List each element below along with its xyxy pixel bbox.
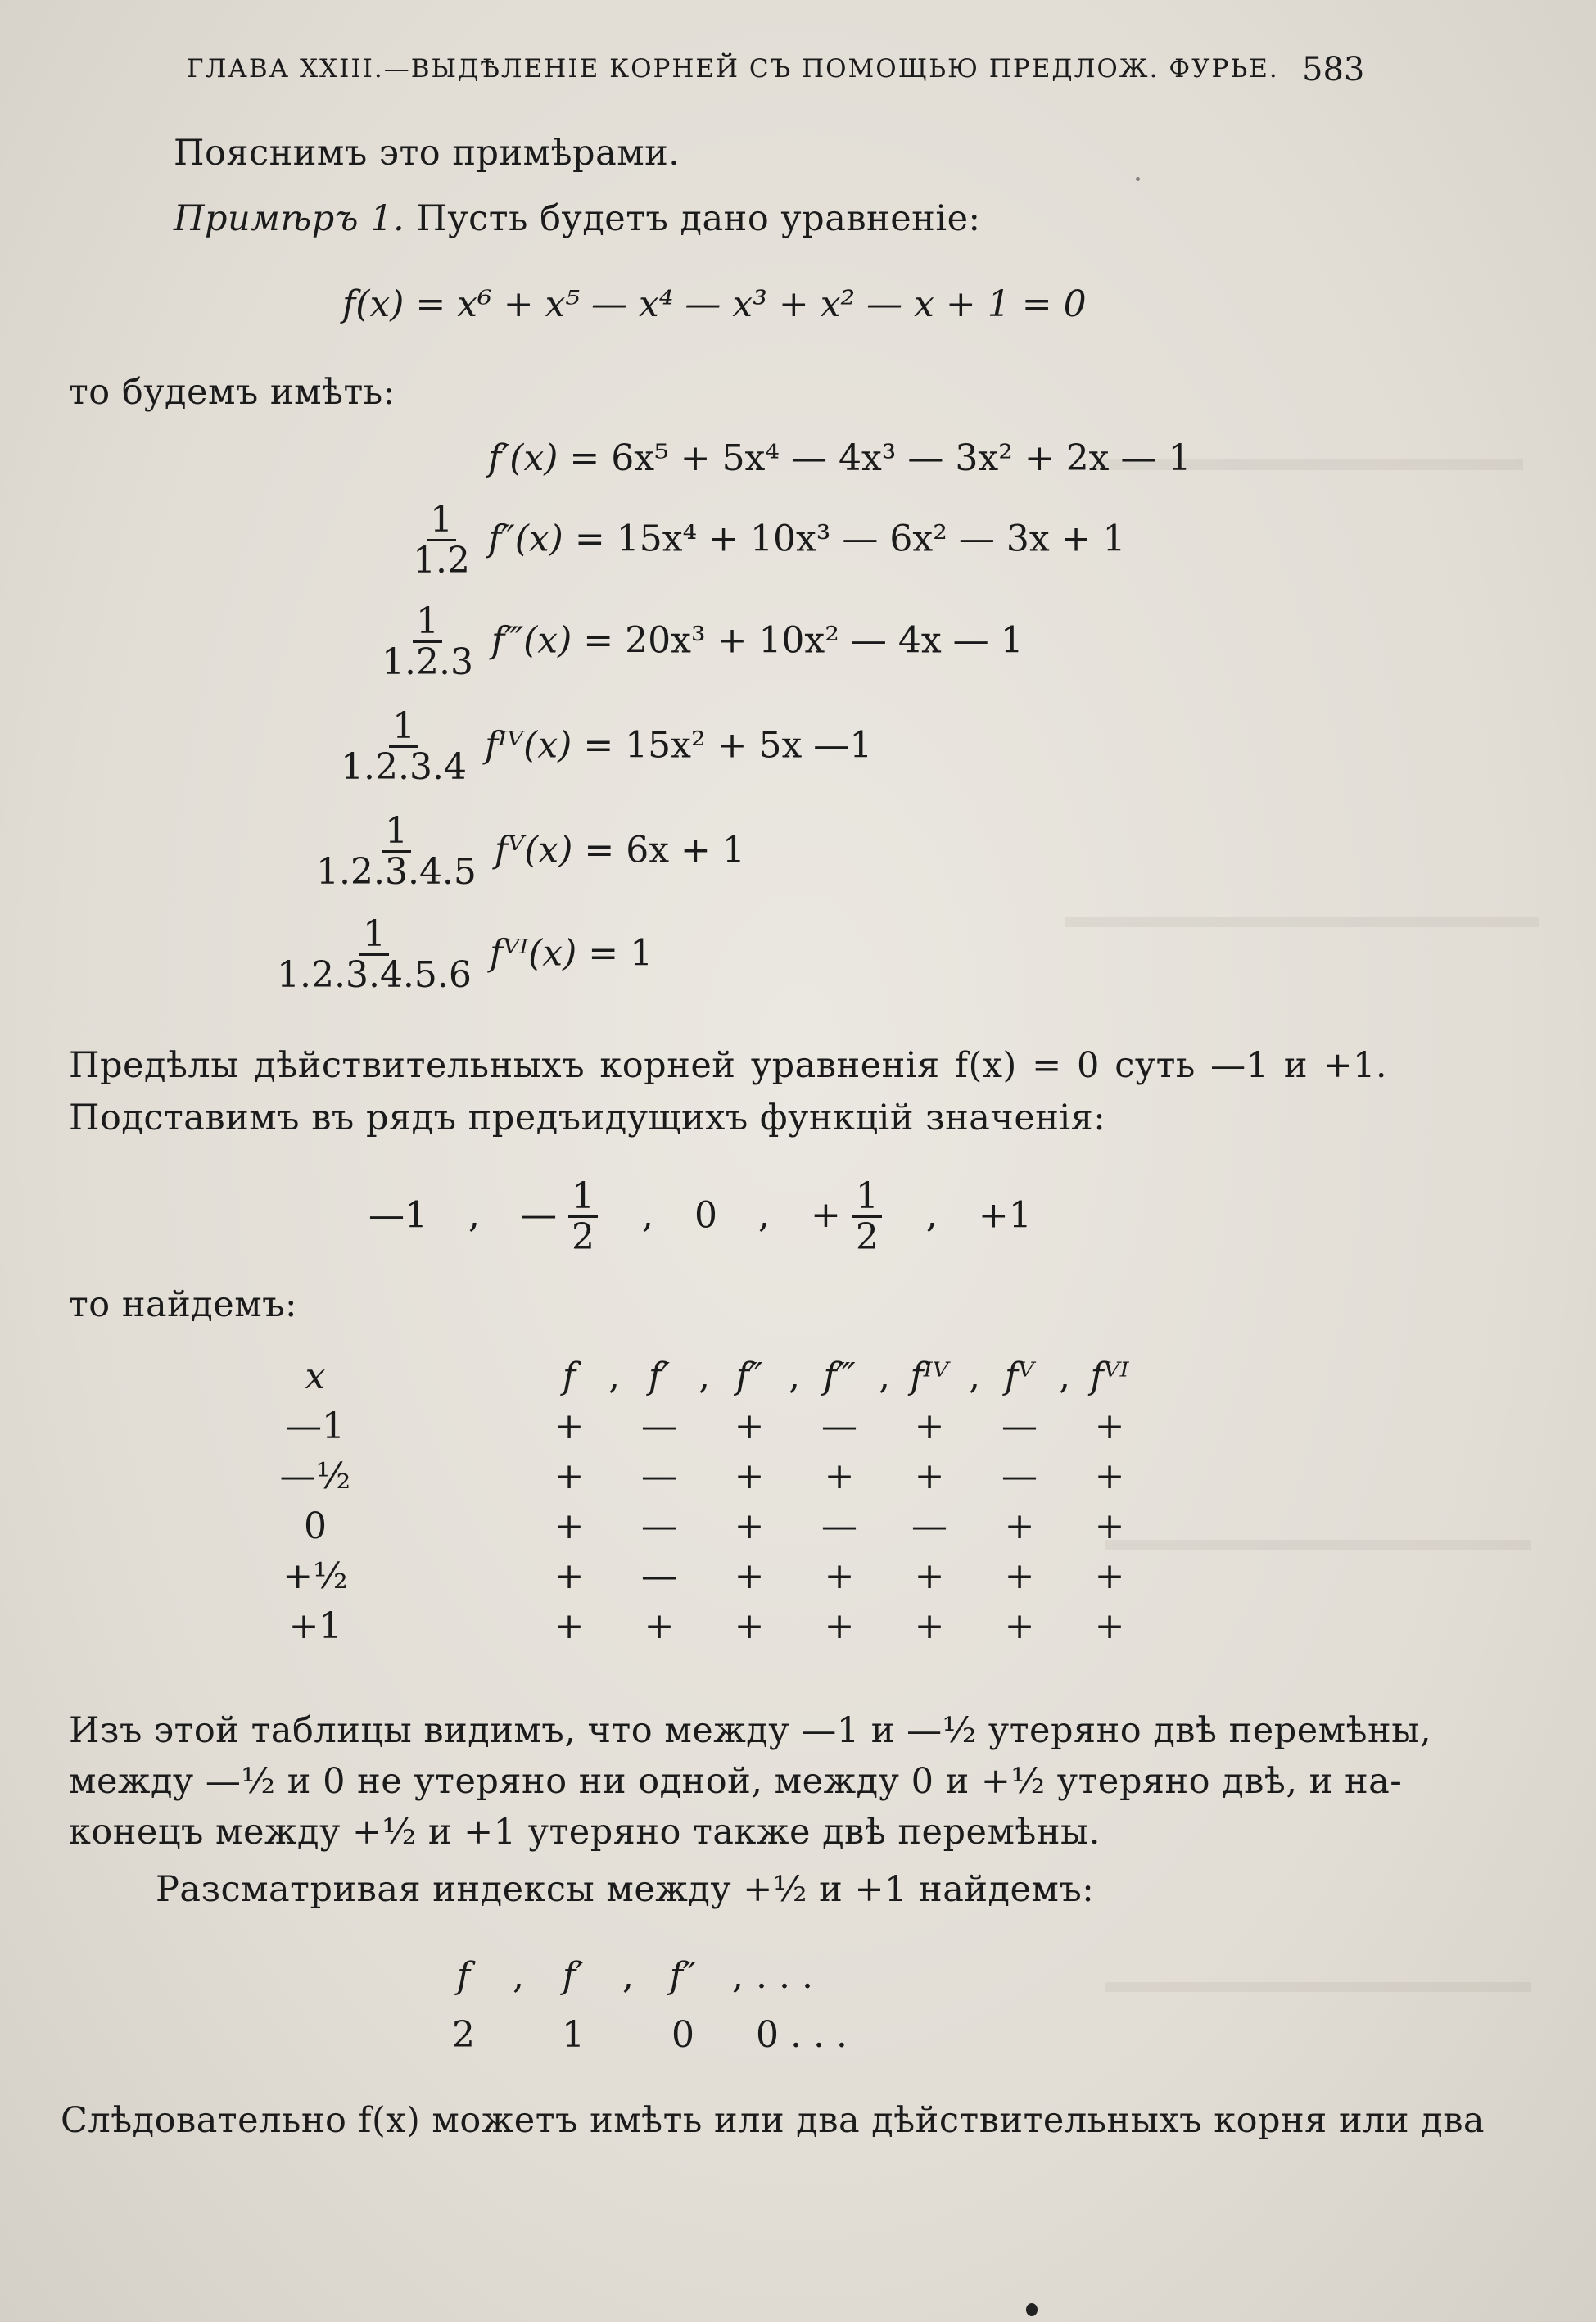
sign-cell: —: [821, 1505, 857, 1547]
ink-speck: [1136, 177, 1140, 181]
sign-cell: +: [734, 1555, 765, 1597]
sign-cell: +: [554, 1455, 585, 1497]
index-value-row: [426, 2005, 920, 2064]
sign-cell: +: [1094, 1555, 1125, 1597]
sign-cell: +: [1094, 1405, 1125, 1447]
ink-spot: [1026, 2303, 1038, 2316]
func-header-f2: f″: [735, 1356, 763, 1397]
derivative-2-num: 1: [427, 501, 456, 541]
sign-cell: —: [1001, 1455, 1038, 1497]
sign-cell: +: [914, 1555, 945, 1597]
sign-table-header: x f , f′ , f″ , f‴ , fᴵⱽ , fⱽ , fⱽᴵ: [254, 1351, 1130, 1401]
derivative-3-factor: [378, 600, 477, 684]
row-1-x: —1: [286, 1405, 345, 1447]
index-func-row: f , f′ , f″ , . . .: [426, 1946, 920, 2005]
derivative-4-lhs: fᴵⱽ(x): [484, 724, 572, 767]
derivative-2-factor: [409, 501, 473, 582]
derivative-4-den: 1.2.3.4: [341, 746, 467, 789]
value-separator-4: ,: [925, 1194, 938, 1237]
derivative-6-num: 1: [359, 916, 389, 956]
value-2-fraction: [568, 1175, 598, 1259]
func-header-f5: fⱽ: [1004, 1356, 1035, 1397]
sign-cell: —: [641, 1405, 677, 1447]
derivative-2-den: 1.2: [413, 540, 470, 582]
running-title: ГЛАВА XXIII.—ВЫДѢЛЕНІЕ КОРНЕЙ СЪ ПОМОЩЬЮ ПРЕДЛОЖ. ФУРЬЕ.: [187, 54, 1279, 84]
value-separator-2: ,: [642, 1194, 653, 1237]
derivative-5: [313, 812, 745, 893]
func-header-f1: f′: [648, 1356, 671, 1397]
derivative-2-lhs: f″(x): [487, 518, 563, 560]
sign-cell: +: [1094, 1455, 1125, 1497]
sign-cell: +: [554, 1555, 585, 1597]
index-func-more: . . .: [756, 1954, 813, 1997]
derivative-5-rhs: = 6x + 1: [584, 829, 745, 871]
intro-line: Пояснимъ это примѣрами.: [174, 133, 680, 174]
func-header-f: f: [562, 1356, 576, 1397]
value-4-num: 1: [852, 1178, 882, 1218]
x-header: x: [305, 1356, 326, 1397]
derivative-1-lhs: f′(x): [488, 437, 558, 479]
derivative-6-rhs: = 1: [588, 932, 653, 975]
sign-table: [254, 1351, 1130, 1651]
derivative-6-lhs: fⱽᴵ(x): [489, 932, 577, 975]
example-label: Примѣръ 1.: [174, 198, 405, 239]
derivative-5-num: 1: [382, 812, 411, 853]
sign-cell: +: [1004, 1505, 1035, 1547]
limits-line-1: Предѣлы дѣйствительныхъ корней уравненія f(x) = 0 суть —1 и +1.: [69, 1045, 1387, 1086]
sign-cell: +: [824, 1605, 855, 1647]
sign-cell: +: [824, 1455, 855, 1497]
sign-cell: +: [1004, 1605, 1035, 1647]
sign-cell: +: [914, 1605, 945, 1647]
conclusion-paragraph: [69, 1705, 1432, 1858]
sign-cell: +: [1094, 1605, 1125, 1647]
value-4-fraction: [852, 1175, 882, 1259]
derivative-3-lhs: f‴(x): [491, 619, 572, 662]
table-row: [254, 1551, 1130, 1601]
derivative-5-lhs: fⱽ(x): [494, 829, 573, 871]
value-3-whole: 0: [694, 1194, 717, 1237]
index-table: [426, 1946, 920, 2064]
values-row: [368, 1175, 1032, 1259]
sign-cell: +: [914, 1455, 945, 1497]
conclusion-line-2: между —½ и 0 не утеряно ни одной, между 0 и +½ утеряно двѣ, и на-: [69, 1761, 1403, 1802]
index-value-3: 0: [671, 2013, 694, 2056]
sign-cell: +: [554, 1505, 585, 1547]
derivative-4-rhs: = 15x² + 5x —1: [583, 724, 873, 767]
sign-cell: +: [1094, 1505, 1125, 1547]
sign-cell: +: [824, 1555, 855, 1597]
row-4-x: +½: [283, 1555, 348, 1597]
derivative-4: [337, 705, 873, 789]
value-item-4: [811, 1175, 897, 1259]
value-5-whole: 1: [1008, 1194, 1032, 1237]
value-4-den: 2: [855, 1216, 879, 1259]
value-item-1: [368, 1194, 439, 1236]
derivative-2: [409, 501, 1125, 582]
value-item-5: [979, 1194, 1032, 1236]
value-separator-1: ,: [468, 1194, 480, 1237]
derivative-2-rhs: = 15x⁴ + 10x³ — 6x² — 3x + 1: [574, 518, 1126, 560]
value-item-3: [694, 1194, 729, 1236]
value-1-whole: 1: [405, 1194, 427, 1237]
sign-cell: —: [911, 1505, 947, 1547]
sign-cell: —: [641, 1505, 677, 1547]
value-4-sign: +: [811, 1194, 841, 1237]
then-have-line: то будемъ имѣть:: [69, 372, 396, 413]
value-2-sign: —: [521, 1194, 557, 1237]
conclusion-line-1: Изъ этой таблицы видимъ, что между —1 и —½ утеряно двѣ перемѣны,: [69, 1710, 1432, 1751]
table-row: [254, 1601, 1130, 1651]
derivative-5-den: 1.2.3.4.5: [316, 851, 477, 894]
sign-cell: —: [821, 1405, 857, 1447]
sign-cell: +: [554, 1605, 585, 1647]
sign-cell: +: [734, 1405, 765, 1447]
value-separator-3: ,: [758, 1194, 770, 1237]
table-row: [254, 1451, 1130, 1501]
row-3-x: 0: [304, 1505, 327, 1547]
derivative-5-factor: [313, 812, 480, 893]
sign-cell: —: [641, 1555, 677, 1597]
func-header-f3: f‴: [823, 1356, 856, 1397]
final-line: Слѣдовательно f(x) можетъ имѣть или два дѣйствительныхъ корня или два: [61, 2100, 1485, 2141]
func-header-f4: fᴵⱽ: [910, 1356, 949, 1397]
index-value-4: 0 . . .: [756, 2013, 848, 2056]
row-5-x: +1: [288, 1605, 342, 1647]
derivative-6: [274, 913, 653, 997]
derivative-3-num: 1: [413, 603, 442, 643]
value-item-2: [521, 1175, 613, 1259]
derivative-3-rhs: = 20x³ + 10x² — 4x — 1: [583, 619, 1024, 662]
sign-cell: +: [554, 1405, 585, 1447]
limits-line-2: Подставимъ въ рядъ предъидущихъ функцій значенія:: [69, 1098, 1106, 1138]
table-row: [254, 1401, 1130, 1451]
sign-cell: —: [641, 1455, 677, 1497]
limits-paragraph: [69, 1045, 1387, 1138]
sign-cell: +: [734, 1455, 765, 1497]
value-1-sign: —: [368, 1194, 405, 1237]
example-line: [174, 198, 981, 239]
index-value-1: 2: [452, 2013, 475, 2056]
derivative-1: [488, 437, 1191, 479]
main-equation: f(x) = x⁶ + x⁵ — x⁴ — x³ + x² — x + 1 = 0: [342, 283, 1087, 325]
func-header-f6: fⱽᴵ: [1090, 1356, 1129, 1397]
value-2-den: 2: [572, 1216, 595, 1259]
find-line: то найдемъ:: [69, 1284, 298, 1325]
derivative-1-rhs: = 6x⁵ + 5x⁴ — 4x³ — 3x² + 2x — 1: [569, 437, 1191, 479]
sign-cell: +: [1004, 1555, 1035, 1597]
index-func-f: f: [456, 1954, 471, 1997]
sign-cell: +: [644, 1605, 675, 1647]
derivative-6-factor: [274, 913, 475, 997]
derivative-4-num: 1: [389, 708, 418, 748]
index-func-f1: f′: [562, 1954, 585, 1997]
derivative-3: [378, 600, 1024, 684]
page-number: 583: [1302, 51, 1365, 88]
sign-cell: +: [734, 1505, 765, 1547]
value-2-num: 1: [568, 1178, 598, 1218]
conclusion-line-3: конецъ между +½ и +1 утеряно также двѣ перемѣны.: [69, 1812, 1101, 1853]
index-value-2: 1: [562, 2013, 585, 2056]
example-text: Пусть будетъ дано уравненіе:: [416, 198, 981, 239]
derivative-4-factor: [337, 705, 470, 789]
index-intro-line: Разсматривая индексы между +½ и +1 найдемъ:: [156, 1869, 1095, 1910]
sign-cell: +: [734, 1605, 765, 1647]
value-5-sign: +: [978, 1194, 1009, 1237]
index-func-f2: f″: [669, 1954, 697, 1997]
derivative-6-den: 1.2.3.4.5.6: [277, 954, 472, 997]
table-row: [254, 1501, 1130, 1551]
sign-cell: —: [1001, 1405, 1038, 1447]
sign-cell: +: [914, 1405, 945, 1447]
row-2-x: —½: [279, 1455, 351, 1497]
derivative-3-den: 1.2.3: [382, 641, 473, 684]
